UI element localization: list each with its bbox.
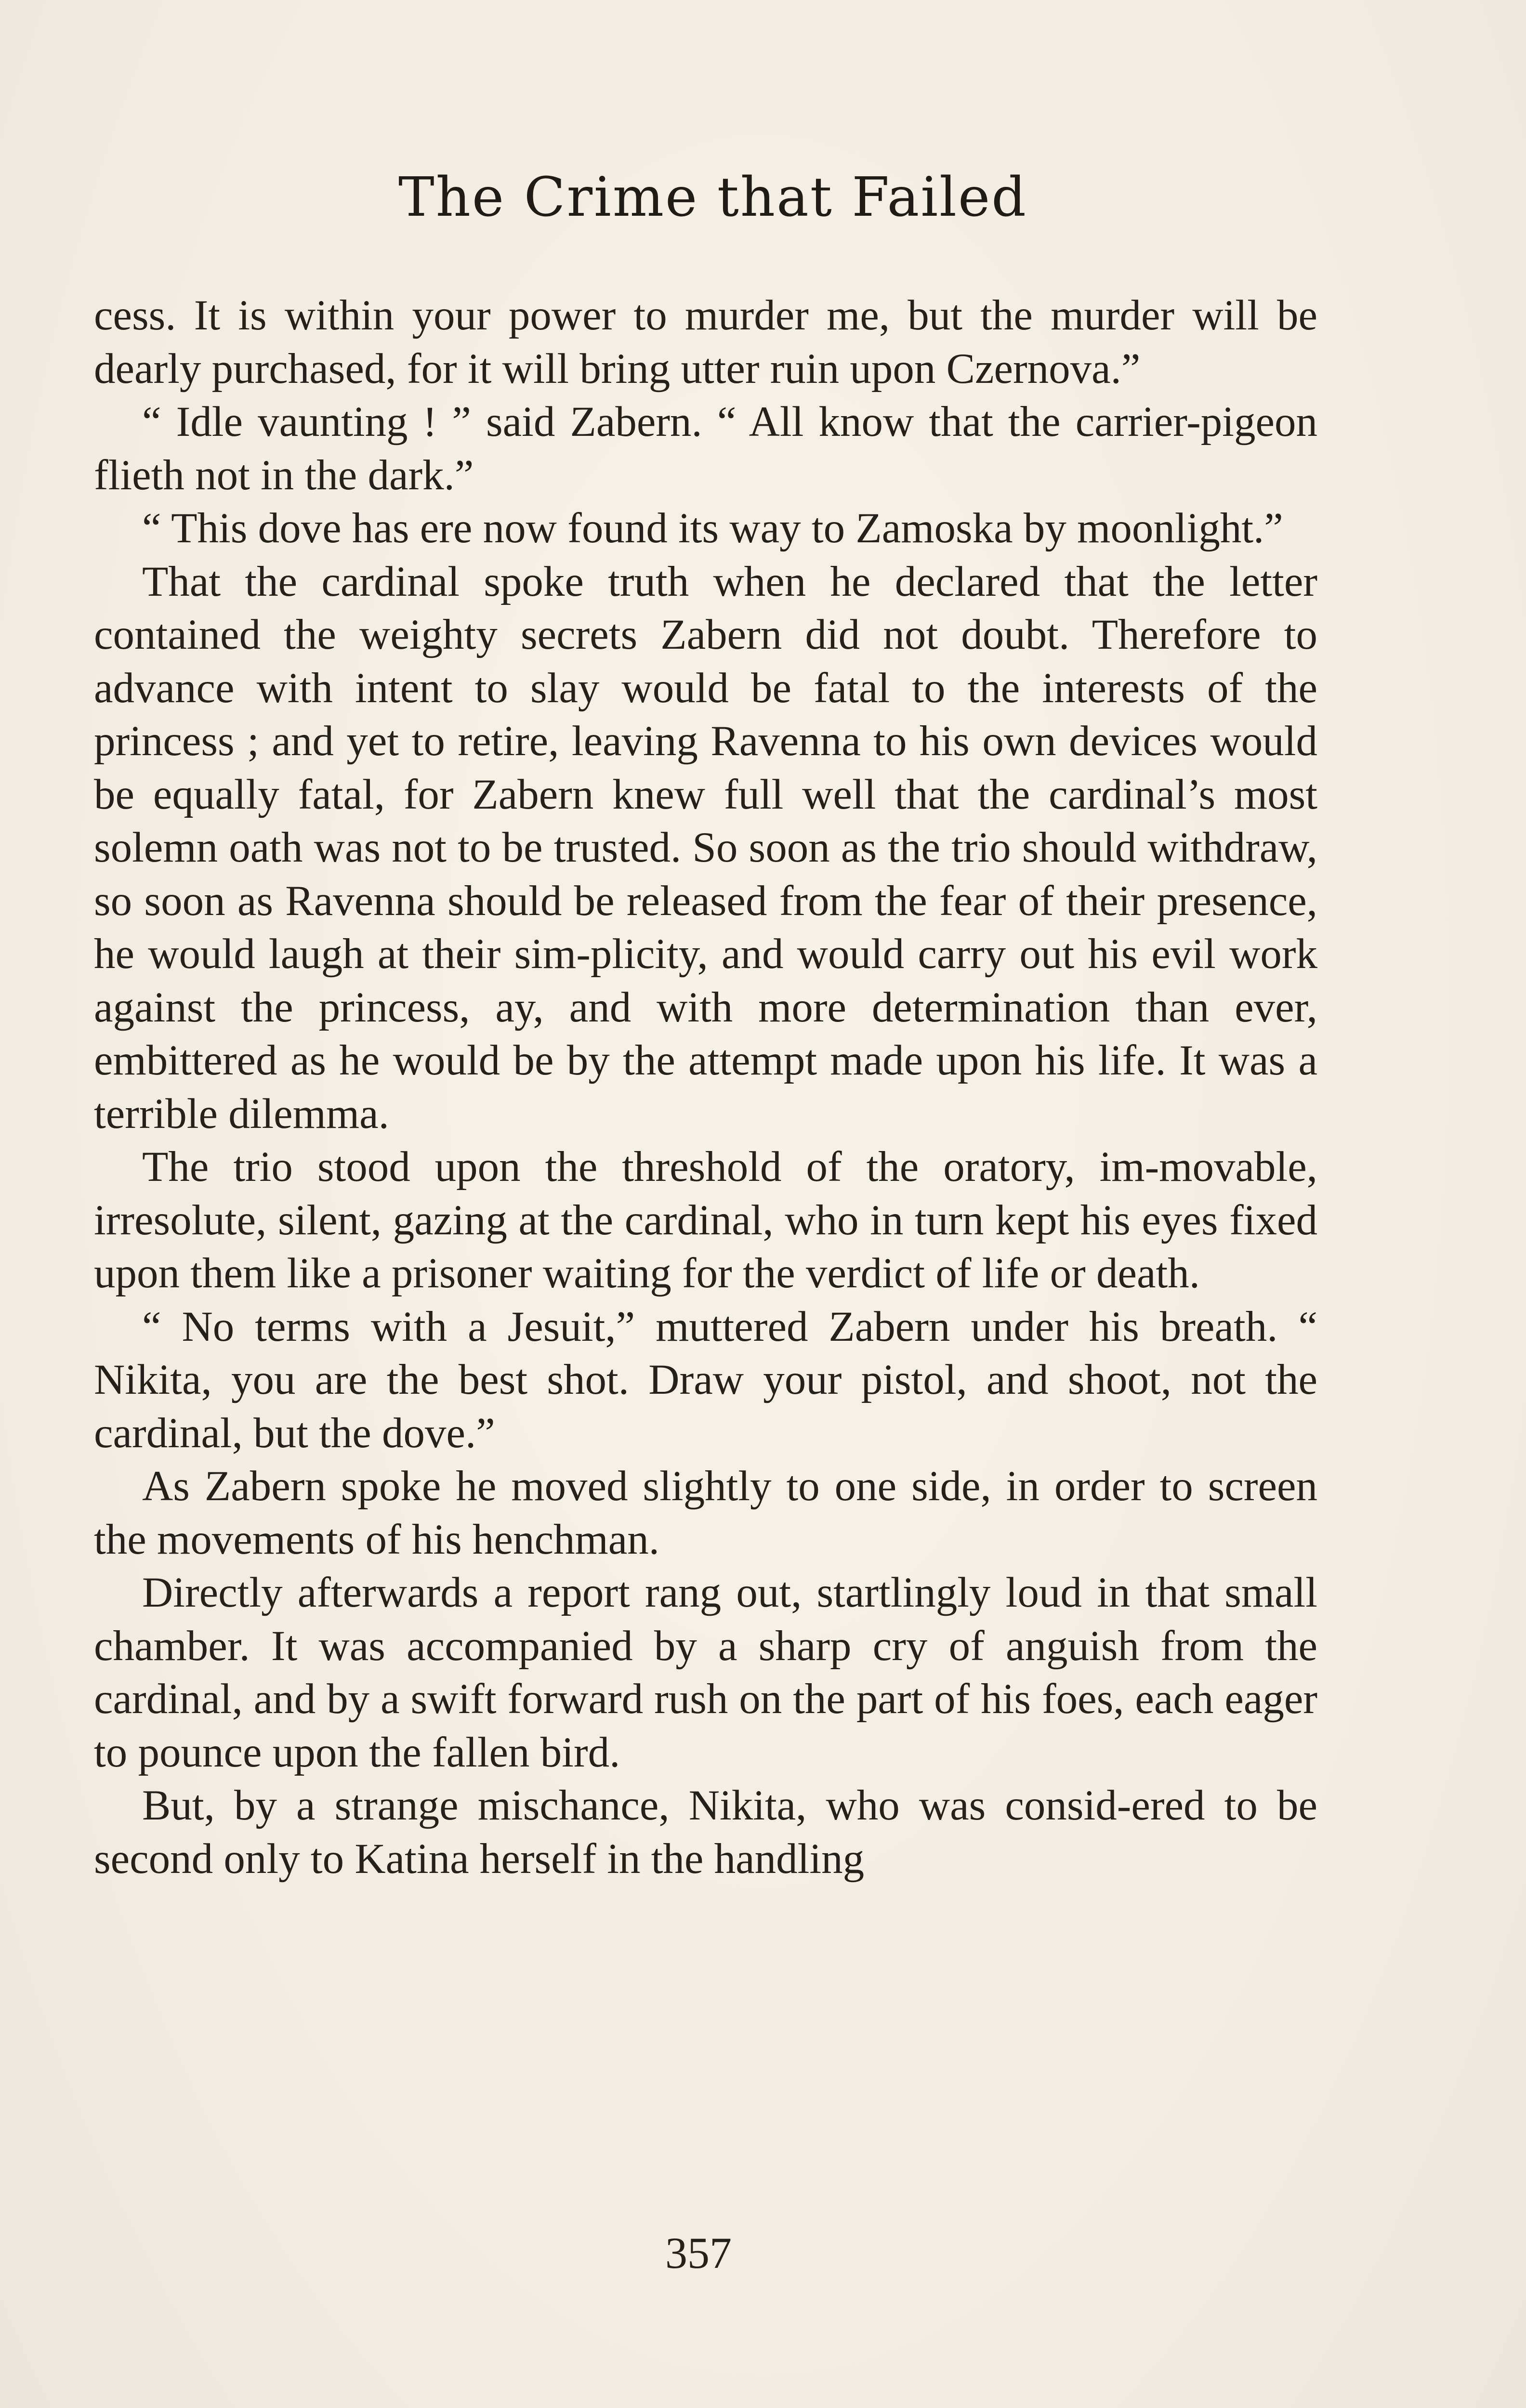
paragraph-trio: The trio stood upon the threshold of the oratory, im-movable, irresolute, silent, gazing at the cardinal, who in turn kept his eyes fixed upon them like a prisoner waiting for the verdict of life or death. — [94, 1143, 1317, 1297]
paragraph-continuation: cess. It is within your power to murder me, but the murder will be dearly purchased, for it will bring utter ruin upon Czernova.” — [94, 292, 1317, 393]
running-head: The Crime that Failed — [398, 166, 1027, 229]
body-text — [94, 289, 1317, 1885]
paragraph-dilemma: That the cardinal spoke truth when he declared that the letter contained the weighty secrets Zabern did not doubt. Therefore to advance with intent to slay would be fatal to the interests of the princess ; and yet to retire, leaving Ravenna to his own devices would be equally fatal, for Zabern knew full well that the cardinal’s most solemn oath was not to be trusted. So soon as the trio should withdraw, so soon as Ravenna should be released from the fear of their presence, he would laugh at their sim-plicity, and would carry out his evil work against the princess, ay, and with more determination than ever, embittered as he would be by the attempt made upon his life. It was a terrible dilemma. — [94, 558, 1317, 1138]
paragraph-dialogue-zabern: “ Idle vaunting ! ” said Zabern. “ All know that the carrier-pigeon flieth not in the dark.” — [94, 398, 1317, 499]
paragraph-zabern-moves: As Zabern spoke he moved slightly to one side, in order to screen the movements of his henchman. — [94, 1463, 1317, 1563]
paragraph-dialogue-cardinal: “ This dove has ere now found its way to Zamoska by moonlight.” — [142, 505, 1283, 552]
paragraph-mischance: But, by a strange mischance, Nikita, who was consid-ered to be second only to Katina herself in the handling — [94, 1782, 1317, 1883]
paragraph-no-terms: “ No terms with a Jesuit,” muttered Zabern under his breath. “ Nikita, you are the best shot. Draw your pistol, and shoot, not the cardinal, but the dove.” — [94, 1303, 1317, 1457]
paragraph-report: Directly afterwards a report rang out, startlingly loud in that small chamber. It was accompanied by a sharp cry of anguish from the cardinal, and by a swift forward rush on the part of his foes, each eager to pounce upon the fallen bird. — [94, 1569, 1317, 1776]
page-number: 357 — [665, 2228, 732, 2277]
